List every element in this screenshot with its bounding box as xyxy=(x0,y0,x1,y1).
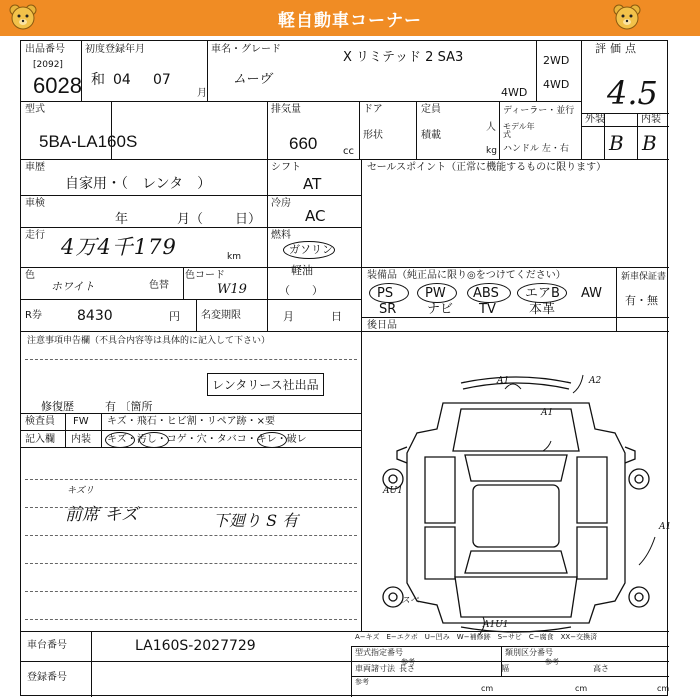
repair-history-value: 有 〔箇所 xyxy=(105,400,153,413)
record-tobacco-circle xyxy=(257,432,287,448)
equip-ps: PS xyxy=(377,286,394,301)
drive-2wd: 2WD xyxy=(543,54,570,67)
length-label: 長さ xyxy=(399,664,415,673)
mileage-unit: km xyxy=(227,252,241,262)
equip-abs-circle xyxy=(467,283,511,303)
damage-mark-hood: A1 xyxy=(541,408,554,418)
color-label: 色 xyxy=(25,270,35,281)
equipment-label: 装備品（純正品に限り◎をつけてください） xyxy=(367,270,566,281)
hand-note-1: 前席 キズ xyxy=(65,505,139,525)
history-value: 自家用・（ レンタ ） xyxy=(65,176,212,192)
class-ref: 参考 xyxy=(545,658,559,666)
banner-title: 軽自動車コーナー xyxy=(278,11,422,31)
registration-year: 04 xyxy=(113,72,131,88)
record-interior: 内装 xyxy=(71,434,91,445)
name-change-month: 月 xyxy=(283,310,294,323)
fuel-label: 燃料 xyxy=(271,230,291,241)
equip-airbag: エアB xyxy=(525,286,560,301)
score-label: 評価点 xyxy=(595,42,640,55)
inspector-fw: FW xyxy=(73,416,89,427)
fuel-other: （ ） xyxy=(279,284,323,297)
capacity-label: 定員 xyxy=(421,104,441,115)
rental-stamp: レンタリース社出品 xyxy=(207,373,324,396)
type-label: 型式 xyxy=(25,104,45,115)
model-year-label: モデル年式 xyxy=(503,122,535,139)
load-unit: kg xyxy=(486,146,497,156)
equip-leather: 本革 xyxy=(529,302,556,317)
type-value: 5BA-LA160S xyxy=(39,132,138,151)
chassis-value: LA160S-2027729 xyxy=(135,638,256,654)
door-label: ドア xyxy=(363,104,383,115)
color-value: ホワイト xyxy=(51,280,95,293)
type-cert-label: 型式指定番号 xyxy=(355,648,403,657)
hand-note-1-top: キズリ xyxy=(67,486,94,496)
equip-airbag-circle xyxy=(517,283,567,303)
width-unit: cm xyxy=(575,684,588,693)
damage-legend: A−キズ E−エクボ U−凹み W−補修跡 S−サビ C−腐食 XX−交換済 xyxy=(355,633,598,641)
interior-label: 内装 xyxy=(641,114,661,125)
lot-number-label: 出品番号 xyxy=(25,44,65,55)
displacement-value: 660 xyxy=(289,134,318,153)
inspection-label: 車検 xyxy=(25,198,45,209)
equip-aw: AW xyxy=(581,286,603,301)
month-unit: 月 xyxy=(197,88,207,99)
warranty-label: 新車保証書 xyxy=(621,272,667,282)
width-label: 幅 xyxy=(501,664,509,673)
class-label: 類別区分番号 xyxy=(505,648,553,657)
repair-history-label: 修復歴 xyxy=(41,400,74,413)
damage-mark-front-right: A2 xyxy=(589,376,602,386)
inspector-items: キズ・飛石・ヒビ割・リペア跡・×要 xyxy=(107,416,275,427)
load-label: 積載 xyxy=(421,130,441,141)
equip-tv: TV xyxy=(479,302,496,317)
era: 和 xyxy=(91,72,105,88)
lot-number: 6028 xyxy=(33,73,82,98)
inspection-sheet xyxy=(20,40,672,696)
drive-4wd-option: 4WD xyxy=(543,78,570,91)
car-name: ムーヴ xyxy=(233,72,272,87)
ac-label: 冷房 xyxy=(271,198,291,209)
inspector-label: 検査員 xyxy=(25,416,55,427)
damage-mark-left-side: AU1 xyxy=(383,486,403,496)
shift-label: シフト xyxy=(271,162,301,173)
dealer-label: ディーラー・並行 xyxy=(503,106,575,116)
height-label: 高さ xyxy=(593,664,609,673)
color-code-label: 色コード xyxy=(185,270,225,281)
recycle-unit: 円 xyxy=(169,310,180,323)
height-unit: cm xyxy=(657,684,670,693)
shift-value: AT xyxy=(303,175,322,193)
score-value: 4.5 xyxy=(607,74,658,112)
damage-mark-rear: A1U1 xyxy=(483,620,509,630)
inspection-day: 日） xyxy=(235,212,262,227)
name-change-day: 日 xyxy=(331,310,342,323)
length-unit: cm xyxy=(481,684,494,693)
fuel-gasoline: ガソリン xyxy=(289,243,333,256)
recycle-value: 8430 xyxy=(77,308,113,324)
record-items: キズ・汚し・コゲ・穴・タバコ・キレ・破レ xyxy=(107,434,307,445)
equip-sr: SR xyxy=(379,302,397,317)
registration-month: 07 xyxy=(153,72,171,88)
drive-4wd: 4WD xyxy=(501,86,528,99)
hand-note-2: 下廻り S 有 xyxy=(213,511,299,530)
damage-mark-front-left: A1 xyxy=(497,376,510,386)
fuel-diesel: 軽油 xyxy=(291,264,313,277)
warranty-value: 有・無 xyxy=(625,294,658,307)
equip-pw-circle xyxy=(417,283,457,303)
color-change-label: 色替 xyxy=(149,280,169,291)
sales-point-label: セールスポイント（正常に機能するものに限ります） xyxy=(367,162,607,173)
record-stain-circle xyxy=(139,432,169,448)
record-scratch-circle xyxy=(105,432,135,448)
inspection-year: 年 xyxy=(115,212,129,227)
exterior-label: 外装 xyxy=(585,114,605,125)
capacity-unit: 人 xyxy=(486,122,496,133)
size-label: 車両諸寸法 xyxy=(355,664,395,673)
grade-value: X リミテッド 2 SA3 xyxy=(343,50,464,65)
first-registration-label: 初度登録年月 xyxy=(85,44,145,55)
equip-pw: PW xyxy=(425,286,446,301)
registration-label: 登録番号 xyxy=(27,672,67,683)
size-ref: 参考 xyxy=(355,678,369,686)
name-change-label: 名変期限 xyxy=(201,310,241,321)
bear-mascot-left-icon xyxy=(8,3,38,33)
model-grade-label: 車名・グレード xyxy=(211,44,281,55)
history-label: 車歴 xyxy=(25,162,45,173)
equip-abs: ABS xyxy=(473,286,499,301)
shape-label: 形状 xyxy=(363,130,383,141)
damage-mark-spare: スペ xyxy=(401,596,420,606)
interior-grade: B xyxy=(642,131,657,155)
handle-label: ハンドル 左・右 xyxy=(503,144,569,154)
ac-value: AC xyxy=(305,207,326,225)
type-cert-ref: 参考 xyxy=(401,658,415,666)
mileage-label: 走行 xyxy=(25,230,45,241)
displacement-unit: cc xyxy=(343,146,354,157)
notes-label: 注意事項申告欄（不具合内容等は具体的に記入して下さい） xyxy=(27,336,271,346)
lot-sub-number: [2092] xyxy=(33,60,63,70)
aftermarket-label: 後日品 xyxy=(367,320,397,331)
color-code-value: W19 xyxy=(217,282,247,297)
displacement-label: 排気量 xyxy=(271,104,301,115)
car-diagram xyxy=(363,333,672,631)
mileage-value: 4万4千179 xyxy=(61,235,177,259)
equip-navi: ナビ xyxy=(427,302,454,317)
recycle-label: R券 xyxy=(25,310,42,321)
equip-ps-circle xyxy=(369,283,409,303)
bear-mascot-right-icon xyxy=(612,3,642,33)
chassis-label: 車台番号 xyxy=(27,640,67,651)
inspection-month: 月（ xyxy=(177,212,204,227)
record-label: 記入欄 xyxy=(25,434,55,445)
damage-mark-right-side: A1 xyxy=(659,522,672,532)
exterior-grade: B xyxy=(609,131,624,155)
